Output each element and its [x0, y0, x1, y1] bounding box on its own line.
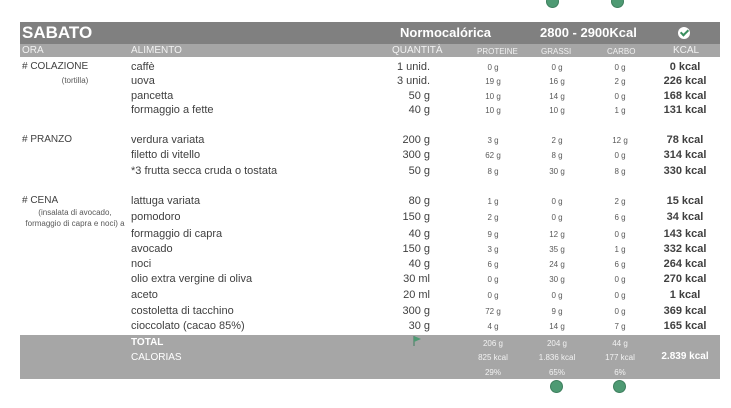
carb-value: 0 g — [614, 307, 626, 316]
food-name: pancetta — [131, 90, 174, 102]
fat-value: 24 g — [549, 260, 565, 269]
calorias-protein: 825 kcal — [478, 353, 508, 362]
food-quantity: 40 g — [408, 228, 430, 240]
meal-pranzo: # PRANZO — [22, 134, 73, 145]
food-name: uova — [131, 75, 155, 87]
status-dot-icon — [550, 380, 563, 393]
percent-protein: 29% — [484, 368, 501, 377]
food-name: caffè — [131, 61, 155, 73]
food-name: formaggio di capra — [131, 228, 223, 240]
fat-value: 30 g — [549, 167, 565, 176]
col-alimento: ALIMENTO — [131, 45, 182, 56]
fat-value: 0 g — [551, 197, 563, 206]
protein-value: 19 g — [485, 77, 501, 86]
kcal-value: 1 kcal — [669, 289, 701, 301]
protein-value: 3 g — [487, 245, 499, 254]
grand-total-kcal: 2.839 kcal — [661, 351, 709, 362]
food-name: avocado — [131, 243, 173, 255]
protein-value: 10 g — [485, 106, 501, 115]
protein-value: 8 g — [487, 167, 499, 176]
fat-value: 0 g — [551, 291, 563, 300]
kcal-value: 226 kcal — [663, 75, 707, 87]
calorie-range: 2800 - 2900Kcal — [540, 25, 637, 40]
fat-value: 35 g — [549, 245, 565, 254]
food-quantity: 50 g — [408, 165, 430, 177]
food-quantity: 40 g — [408, 258, 430, 270]
protein-value: 4 g — [487, 322, 499, 331]
carb-value: 0 g — [614, 151, 626, 160]
carb-value: 1 g — [614, 106, 626, 115]
protein-value: 6 g — [487, 260, 499, 269]
flag-icon — [413, 336, 421, 346]
protein-value: 0 g — [487, 63, 499, 72]
kcal-value: 78 kcal — [666, 134, 704, 146]
fat-value: 12 g — [549, 230, 565, 239]
food-quantity: 150 g — [402, 211, 430, 223]
protein-value: 9 g — [487, 230, 499, 239]
protein-value: 2 g — [487, 213, 499, 222]
food-name: formaggio a fette — [131, 104, 214, 116]
protein-value: 3 g — [487, 136, 499, 145]
total-carb: 44 g — [612, 339, 628, 348]
kcal-value: 0 kcal — [669, 61, 701, 73]
food-quantity: 300 g — [402, 149, 430, 161]
fat-value: 10 g — [549, 106, 565, 115]
fat-value: 14 g — [549, 92, 565, 101]
food-name: *3 frutta secca cruda o tostata — [131, 165, 278, 177]
food-quantity: 40 g — [408, 104, 430, 116]
kcal-value: 131 kcal — [663, 104, 707, 116]
carb-value: 1 g — [614, 245, 626, 254]
food-quantity: 30 g — [408, 320, 430, 332]
protein-value: 1 g — [487, 197, 499, 206]
total-protein: 206 g — [482, 339, 504, 348]
kcal-value: 165 kcal — [663, 320, 707, 332]
food-name: filetto di vitello — [131, 149, 201, 161]
meal-cena: # CENA — [22, 195, 59, 206]
protein-value: 62 g — [485, 151, 501, 160]
calorias-fat: 1.836 kcal — [538, 353, 576, 362]
fat-value: 16 g — [549, 77, 565, 86]
food-quantity: 50 g — [408, 90, 430, 102]
fat-value: 30 g — [549, 275, 565, 284]
food-quantity: 200 g — [402, 134, 430, 146]
protein-value: 10 g — [485, 92, 501, 101]
food-name: lattuga variata — [131, 195, 201, 207]
col-carbo: CARBO — [607, 47, 636, 56]
carb-value: 6 g — [614, 260, 626, 269]
kcal-value: 314 kcal — [663, 149, 707, 161]
day-title: SABATO — [22, 23, 93, 42]
carb-value: 0 g — [614, 92, 626, 101]
percent-fat: 65% — [548, 368, 565, 377]
fat-value: 8 g — [551, 151, 563, 160]
kcal-value: 15 kcal — [666, 195, 704, 207]
kcal-value: 332 kcal — [663, 243, 707, 255]
food-name: costoletta di tacchino — [131, 305, 234, 317]
col-kcal: KCAL — [673, 45, 700, 56]
protein-value: 0 g — [487, 291, 499, 300]
food-quantity: 300 g — [402, 305, 430, 317]
kcal-value: 270 kcal — [663, 273, 707, 285]
status-dot-icon — [546, 0, 559, 8]
food-name: noci — [131, 258, 152, 270]
fat-value: 0 g — [551, 213, 563, 222]
carb-value: 7 g — [614, 322, 626, 331]
protein-value: 0 g — [487, 275, 499, 284]
total-label: TOTAL — [131, 337, 164, 348]
carb-value: 2 g — [614, 77, 626, 86]
food-quantity: 150 g — [402, 243, 430, 255]
food-name: cioccolato (cacao 85%) — [131, 320, 245, 332]
carb-value: 0 g — [614, 291, 626, 300]
fat-value: 0 g — [551, 63, 563, 72]
carb-value: 0 g — [614, 230, 626, 239]
kcal-value: 264 kcal — [663, 258, 707, 270]
meal-note: (tortilla) — [61, 76, 89, 85]
carb-value: 8 g — [614, 167, 626, 176]
food-quantity: 3 unid. — [396, 75, 430, 87]
carb-value: 0 g — [614, 63, 626, 72]
fat-value: 2 g — [551, 136, 563, 145]
col-grassi: GRASSI — [541, 47, 572, 56]
check-circle-icon — [678, 27, 690, 39]
food-name: olio extra vergine di oliva — [131, 273, 253, 285]
kcal-value: 143 kcal — [663, 228, 707, 240]
fat-value: 14 g — [549, 322, 565, 331]
percent-carb: 6% — [614, 368, 626, 377]
calorias-label: CALORIAS — [131, 352, 182, 363]
food-quantity: 1 unid. — [396, 61, 430, 73]
food-quantity: 30 ml — [403, 273, 430, 285]
diet-type: Normocalórica — [400, 25, 492, 40]
total-fat: 204 g — [546, 339, 568, 348]
food-quantity: 20 ml — [403, 289, 430, 301]
food-name: verdura variata — [131, 134, 205, 146]
status-dot-icon — [611, 0, 624, 8]
meal-colazione: # COLAZIONE — [22, 61, 89, 72]
fat-value: 9 g — [551, 307, 563, 316]
carb-value: 6 g — [614, 213, 626, 222]
food-name: aceto — [131, 289, 158, 301]
col-proteine: PROTEINE — [477, 47, 518, 56]
carb-value: 2 g — [614, 197, 626, 206]
food-name: pomodoro — [131, 211, 181, 223]
kcal-value: 330 kcal — [663, 165, 707, 177]
carb-value: 12 g — [612, 136, 628, 145]
calorias-carb: 177 kcal — [605, 353, 635, 362]
kcal-value: 34 kcal — [666, 211, 704, 223]
col-ora: ORA — [22, 45, 44, 56]
food-quantity: 80 g — [408, 195, 430, 207]
carb-value: 0 g — [614, 275, 626, 284]
protein-value: 72 g — [485, 307, 501, 316]
kcal-value: 369 kcal — [663, 305, 707, 317]
status-dot-icon — [613, 380, 626, 393]
kcal-value: 168 kcal — [663, 90, 707, 102]
meal-note: (insalata di avocado, formaggio di capra e noci) a — [25, 208, 125, 228]
col-quantita: QUANTITÀ — [392, 45, 443, 56]
